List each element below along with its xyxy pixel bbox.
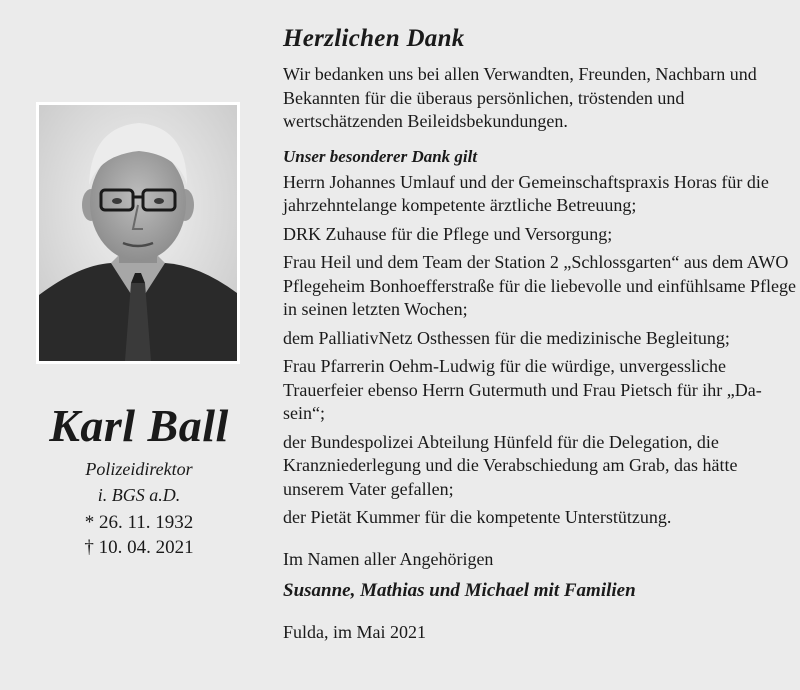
place-date: Fulda, im Mai 2021 [283, 622, 426, 642]
thanks-column [283, 22, 798, 645]
family-signature: Susanne, Mathias und Michael mit Familien [283, 580, 636, 601]
portrait-photo [39, 105, 237, 361]
thanks-item: dem PalliativNetz Osthessen für die medizinische Begleitung; [283, 327, 730, 348]
life-dates [0, 510, 278, 560]
special-thanks-heading: Unser besonderer Dank gilt [283, 146, 478, 166]
deceased-rank [0, 456, 278, 508]
thanks-item: der Bundespolizei Abteilung Hünfeld für die Delegation, die Kranzniederlegung und die Verabschiedung am Grab, das hätte unserem Vater gefallen; [283, 431, 738, 499]
deceased-name: Karl Ball [49, 400, 229, 451]
rank-line-1: Polizeidirektor [85, 459, 193, 479]
birth-date: * 26. 11. 1932 [84, 512, 194, 533]
thanks-item: Herrn Johannes Umlauf und der Gemeinschaftspraxis Horas für die jahrzehntelange kompetente ärztliche Betreuung; [283, 171, 769, 215]
closing-line: Im Namen aller Angehörigen [283, 548, 494, 569]
thanks-item: der Pietät Kummer für die kompetente Unterstützung. [283, 507, 672, 527]
thanks-list [283, 171, 798, 530]
portrait-frame [36, 102, 240, 364]
thanks-item: Frau Pfarrerin Oehm-Ludwig für die würdige, unvergessliche Trauerfeier ebenso Herrn Gutermuth und Frau Pietsch für ihr „Da-sein“; [283, 356, 762, 423]
page-title: Herzlichen Dank [283, 25, 465, 52]
death-date: † 10. 04. 2021 [84, 537, 194, 558]
rank-line-2: i. BGS a.D. [97, 485, 181, 505]
thanks-item: DRK Zuhause für die Pflege und Versorgung; [283, 223, 613, 244]
thanks-item: Frau Heil und dem Team der Station 2 „Schlossgarten“ aus dem AWO Pflegeheim Bonhoefferstraße für die liebevolle und einfühlsame Pflege in seinen letzten Wochen; [283, 252, 796, 319]
intro-text: Wir bedanken uns bei allen Verwandten, Freunden, Nachbarn und Bekannten für die überaus persönlichen, tröstenden und wertschätzenden Beileidsbekundungen. [283, 64, 757, 131]
memorial-column [0, 0, 270, 690]
